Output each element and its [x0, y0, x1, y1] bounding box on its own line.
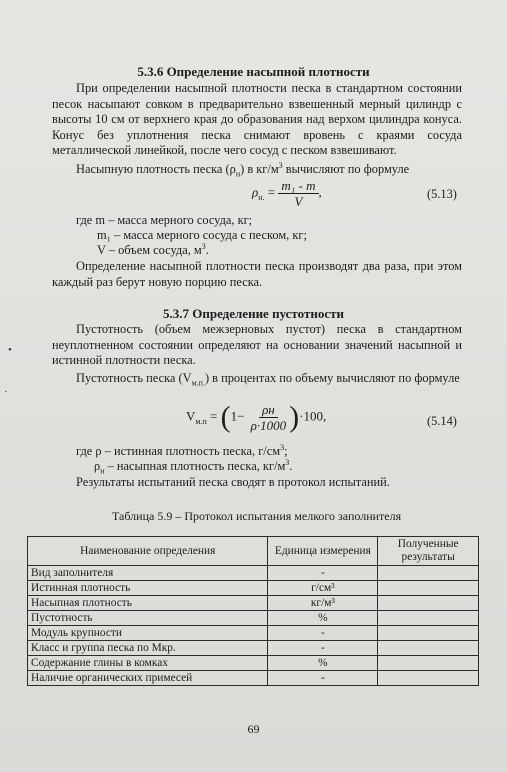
row-result	[378, 596, 479, 611]
scan-speck: •	[8, 344, 12, 356]
page-number: 69	[247, 722, 260, 736]
equation-5-13: $\rho_{н.}$ = $\frac{\text{m₁ - m}}{V}$ ,	[252, 178, 322, 209]
row-unit: %	[268, 611, 378, 626]
equation-number-5-14: (5.14)	[427, 414, 457, 428]
table-row	[28, 626, 479, 641]
row-unit: кг/м³	[268, 596, 378, 611]
row-name: Наличие органических примесей	[28, 671, 268, 686]
table-row	[28, 581, 479, 596]
row-name: Истинная плотность	[28, 581, 268, 596]
row-result	[378, 611, 479, 626]
where-bulk-density: $\rho_н$ – насыпная плотность песка, $кг/м^3$.	[94, 457, 293, 476]
paragraph-voidness-formula-intro: Пустотность песка $(V_{м.п.})$ в процентах по объему вычисляют по формуле	[76, 371, 460, 388]
where-mass-vessel: где m – масса мерного сосуда, кг;	[76, 213, 253, 227]
fraction-5-13: $\frac{\text{m₁ - m}}{V}$	[278, 178, 318, 209]
header-unit: Единица измерения	[268, 537, 378, 566]
row-result	[378, 656, 479, 671]
header-result: Полученные результаты	[378, 537, 479, 566]
table-row	[28, 656, 479, 671]
row-unit: -	[268, 671, 378, 686]
row-unit: г/см³	[268, 581, 378, 596]
paragraph-repeat-twice: Определение насыпной плотности песка производят два раза, при этом каждый раз берут новую порцию песка.	[52, 259, 462, 289]
section-heading-bulk-density: 5.3.6 Определение насыпной плотности	[137, 64, 370, 79]
row-name: Пустотность	[28, 611, 268, 626]
row-result	[378, 566, 479, 581]
table-header-row	[28, 537, 479, 566]
row-unit: -	[268, 626, 378, 641]
row-result	[378, 641, 479, 656]
table-row	[28, 641, 479, 656]
row-name: Насыпная плотность	[28, 596, 268, 611]
table-row	[28, 596, 479, 611]
where-mass-vessel-sand: m₁ – масса мерного сосуда с песком, кг;	[97, 228, 307, 242]
equation-number-5-13: (5.13)	[427, 187, 457, 201]
table-caption: Таблица 5.9 – Протокол испытания мелкого заполнителя	[112, 509, 402, 523]
header-name: Наименование определения	[28, 537, 268, 566]
paragraph-bulk-density-method: При определении насыпной плотности песка в стандартном состоянии песок насыпают совком в предварительно взвешенный мерный цилиндр с высоты 10 см от верхнего края до образования над верхом цилиндра конуса. Конус без уплотнения песка снимают вровень с краями сосуда металлической линейкой, после чего сосуд с песком взвешивают.	[52, 81, 462, 158]
test-protocol-table	[27, 536, 479, 686]
results-sentence: Результаты испытаний песка сводят в протокол испытаний.	[76, 475, 390, 489]
fraction-5-14: $\frac{\rho н}{\rho\cdot 1000}$	[250, 402, 287, 433]
right-paren: )	[289, 400, 300, 434]
paragraph-voidness-definition: Пустотность (объем межзерновых пустот) песка в стандартном неуплотненном состоянии определяют на основании значений насыпной и истинной плотности песка.	[52, 322, 462, 368]
where-volume: V – объем сосуда, $м^3$.	[97, 241, 209, 257]
row-name: Модуль крупности	[28, 626, 268, 641]
table-row	[28, 611, 479, 626]
formula-intro-bulk-density: Насыпную плотность песка $(\rho_н)$ в $кг/м^3$ вычисляют по формуле	[76, 160, 410, 179]
row-result	[378, 626, 479, 641]
row-result	[378, 581, 479, 596]
where-true-density: где ρ – истинная плотность песка, $г/см^3$;	[76, 442, 288, 458]
table-row	[28, 671, 479, 686]
left-paren: (	[220, 400, 231, 434]
scan-speck: ·	[4, 386, 8, 398]
row-unit: -	[268, 641, 378, 656]
table-row	[28, 566, 479, 581]
row-unit: %	[268, 656, 378, 671]
row-name: Класс и группа песка по Мкр.	[28, 641, 268, 656]
row-unit: -	[268, 566, 378, 581]
section-heading-voidness: 5.3.7 Определение пустотности	[162, 306, 345, 321]
row-name: Вид заполнителя	[28, 566, 268, 581]
equation-5-14: $V_{м.п} = (1-$ $\frac{\rho н}{\rho\cdot 1000}$ )·100,	[186, 400, 327, 434]
row-name: Содержание глины в комках	[28, 656, 268, 671]
row-result	[378, 671, 479, 686]
